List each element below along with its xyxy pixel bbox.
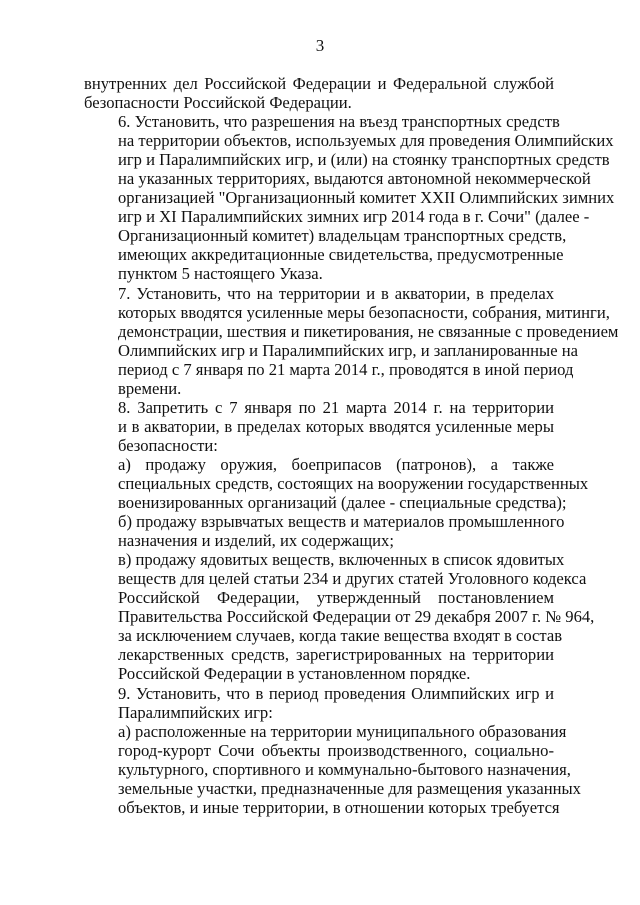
text-line: Российской Федерации в установленном порядке. (118, 664, 471, 684)
text-line: Организационный комитет) владельцам транспортных средств, (118, 226, 567, 246)
text-line: а) продажу оружия, боеприпасов (патронов), а также (118, 454, 554, 474)
text-line: внутренних дел Российской Федерации и Федеральной службой (84, 74, 554, 93)
text-line: игр и XI Паралимпийских зимних игр 2014 года в г. Сочи" (далее - (118, 207, 590, 227)
paragraph-p8a (84, 454, 589, 513)
text-line: 6. Установить, что разрешения на въезд транспортных средств (118, 112, 560, 132)
text-line: 9. Установить, что в период проведения Олимпийских игр и (118, 683, 554, 703)
text-line: б) продажу взрывчатых веществ и материалов промышленного (118, 512, 565, 532)
paragraph-p9 (84, 684, 554, 722)
paragraph-p8 (84, 398, 554, 455)
text-line: Российской Федерации, утвержденный постановлением (118, 588, 554, 608)
paragraph-cont (84, 74, 554, 112)
document-body (84, 74, 619, 817)
paragraph-p7 (84, 283, 619, 398)
text-line: культурного, спортивного и коммунально-бытового назначения, (118, 759, 571, 779)
text-line: лекарственных средств, зарегистрированных на территории (118, 645, 554, 665)
text-line: 7. Установить, что на территории и в акватории, в пределах (118, 283, 554, 303)
text-line: объектов, и иные территории, в отношении которых требуется (118, 797, 560, 817)
text-line: военизированных организаций (далее - специальные средства); (118, 493, 567, 513)
text-line: которых вводятся усиленные меры безопасности, собрания, митинги, (118, 302, 610, 322)
text-line: за исключением случаев, когда такие вещества входят в состав (118, 626, 563, 646)
text-line: на указанных территориях, выдаются автономной некоммерческой (118, 169, 591, 189)
text-line: организацией "Организационный комитет XXII Олимпийских зимних (118, 188, 615, 208)
page-number: 3 (315, 36, 325, 55)
text-line: Паралимпийских игр: (118, 702, 273, 722)
text-line: пунктом 5 настоящего Указа. (118, 264, 323, 284)
text-line: специальных средств, состоящих на вооружении государственных (118, 473, 589, 493)
paragraph-p8b (84, 512, 565, 551)
text-line: город-курорт Сочи объекты производственного, социально- (118, 740, 554, 760)
text-line: имеющих аккредитационные свидетельства, предусмотренные (118, 245, 564, 265)
paragraph-p8v (84, 550, 595, 684)
text-line: Олимпийских игр и Паралимпийских игр, и запланированные на (118, 340, 578, 360)
text-line: назначения и изделий, их содержащих; (118, 531, 394, 551)
text-line: а) расположенные на территории муниципального образования (118, 721, 567, 741)
text-line: безопасности Российской Федерации. (84, 93, 352, 113)
text-line: земельные участки, предназначенные для размещения указанных (118, 778, 581, 798)
paragraph-p6 (84, 112, 615, 284)
text-line: 8. Запретить с 7 января по 21 марта 2014 г. на территории (118, 397, 554, 417)
text-line: период с 7 января по 21 марта 2014 г., проводятся в иной период (118, 359, 574, 379)
text-line: Правительства Российской Федерации от 29 декабря 2007 г. № 964, (118, 607, 595, 627)
text-line: демонстрации, шествия и пикетирования, не связанные с проведением (118, 321, 619, 341)
text-line: на территории объектов, используемых для проведения Олимпийских (118, 131, 614, 151)
text-line: и в акватории, в пределах которых вводятся усиленные меры (118, 416, 554, 436)
paragraph-p9a (84, 721, 581, 817)
text-line: в) продажу ядовитых веществ, включенных в список ядовитых (118, 550, 565, 570)
text-line: веществ для целей статьи 234 и других статей Уголовного кодекса (118, 569, 587, 589)
text-line: игр и Паралимпийских игр, и (или) на стоянку транспортных средств (118, 150, 610, 170)
text-line: времени. (118, 378, 182, 398)
text-line: безопасности: (118, 435, 218, 455)
